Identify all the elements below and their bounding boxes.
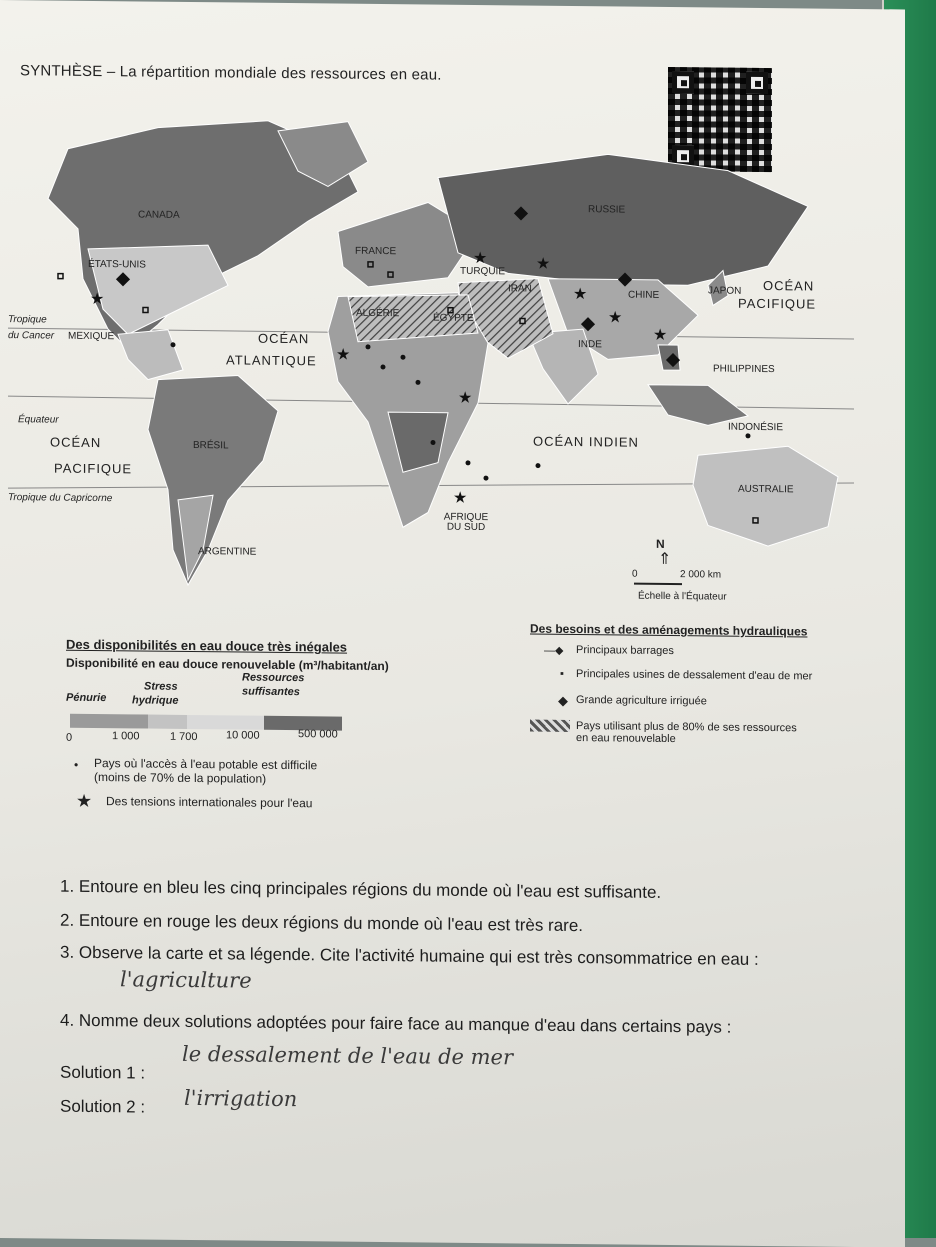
class-ressources-1: Ressources: [242, 671, 305, 685]
label-ocean-pacifique-w-1: OCÉAN: [50, 434, 102, 451]
label-ocean-atlantique-1: OCÉAN: [258, 330, 310, 347]
legend-star-row: [66, 790, 389, 811]
swatch-stress: [148, 715, 187, 729]
label-tropique-cancer-1: Tropique: [8, 314, 47, 326]
dot-label-1: Pays où l'accès à l'eau potable est difficile: [94, 755, 318, 773]
solution-2-label: Solution 2 :: [60, 1096, 146, 1117]
dot-label-2: (moins de 70% de la population): [94, 769, 267, 786]
label-russie: RUSSIE: [588, 204, 626, 216]
class-ressources-2: suffisantes: [242, 685, 300, 699]
label-mexique: MEXIQUE: [68, 330, 115, 343]
availability-scale: [66, 670, 356, 751]
dessalement-label: Principales usines de dessalement d'eau de mer: [576, 668, 813, 683]
svg-text:★: ★: [573, 286, 588, 304]
tick-10000: 10 000: [226, 729, 260, 742]
legend-right-heading: Des besoins et des aménagements hydrauliques: [530, 621, 808, 639]
tick-0: 0: [66, 731, 73, 744]
legend-right: [530, 622, 830, 747]
question-4: 4. Nomme deux solutions adoptées pour faire face au manque d'eau dans certains pays :: [60, 1010, 732, 1037]
solution-1-handwriting: le dessalement de l'eau de mer: [182, 1041, 513, 1070]
hatch-swatch: [530, 720, 570, 732]
scale-distance: 2 000 km: [680, 569, 722, 581]
svg-text:★: ★: [473, 249, 488, 268]
star-icon: ★: [76, 790, 93, 811]
label-iran: IRAN: [508, 283, 532, 295]
barrages-label: Principaux barrages: [576, 644, 674, 658]
legend-agriculture-row: [530, 694, 830, 709]
solution-2-handwriting: l'irrigation: [184, 1085, 298, 1112]
label-ocean-pacifique-w-2: PACIFIQUE: [54, 460, 133, 477]
scale-caption: Échelle à l'Équateur: [638, 590, 727, 603]
question-2: 2. Entoure en rouge les deux régions du monde où l'eau est très rare.: [60, 910, 584, 936]
legend-left-heading: Des disponibilités en eau douce très inégales: [66, 636, 348, 655]
label-afrique-du-sud: AFRIQUE DU SUD: [443, 511, 489, 534]
question-3: 3. Observe la carte et sa légende. Cite l'activité humaine qui est très consommatrice en eau :: [60, 942, 759, 969]
legend-barrages-row: [530, 644, 830, 659]
class-stress-1: Stress: [144, 680, 178, 693]
mexico: [118, 329, 183, 380]
label-turquie: TURQUIE: [460, 265, 505, 278]
svg-text:★: ★: [458, 389, 473, 407]
label-indonesie: INDONÉSIE: [728, 421, 784, 434]
legend-left: [66, 637, 389, 811]
svg-text:★: ★: [90, 290, 105, 309]
tick-500000: 500 000: [298, 728, 338, 741]
swatch-suffisant: [187, 715, 265, 730]
agriculture-label: Grande agriculture irriguée: [576, 694, 707, 708]
tick-1700: 1 700: [170, 730, 198, 744]
label-australie: AUSTRALIE: [738, 483, 794, 496]
north-label: N: [656, 536, 665, 551]
indonesia: [648, 385, 748, 426]
question-1: 1. Entoure en bleu les cinq principales régions du monde où l'eau est suffisante.: [60, 876, 662, 902]
world-map-svg: [8, 78, 854, 627]
label-ocean-pacifique-e-1: OCÉAN: [763, 277, 815, 294]
australia: [693, 445, 838, 547]
label-ocean-pacifique-e-2: PACIFIQUE: [738, 295, 817, 312]
swatch-penurie: [70, 714, 148, 729]
svg-text:★: ★: [608, 309, 623, 327]
label-egypte: ÉGYPTE: [433, 312, 474, 324]
desalination-icon: ▪: [560, 667, 564, 680]
label-equateur: Équateur: [18, 414, 59, 426]
legend-dessalement-row: [530, 668, 830, 683]
hatch-label-2: en eau renouvelable: [576, 732, 676, 746]
label-philippines: PHILIPPINES: [713, 363, 775, 376]
tick-1000: 1 000: [112, 730, 140, 743]
page-title: SYNTHÈSE – La répartition mondiale des ressources en eau.: [20, 62, 442, 84]
north-arrow-icon: ⇑: [658, 550, 672, 569]
label-canada: CANADA: [138, 209, 180, 221]
world-map: [8, 78, 854, 627]
scale-zero: 0: [632, 568, 638, 580]
label-etats-unis: ÉTATS-UNIS: [88, 258, 146, 271]
legend-hatch-row: [530, 720, 830, 747]
svg-text:★: ★: [336, 346, 351, 364]
class-stress-2: hydrique: [132, 694, 179, 707]
dot-icon: •: [74, 757, 79, 772]
irrigation-diamond-icon: ◆: [558, 692, 568, 708]
star-label: Des tensions internationales pour l'eau: [106, 794, 313, 811]
label-ocean-atlantique-2: ATLANTIQUE: [226, 352, 317, 369]
hatch-label-1: Pays utilisant plus de 80% de ses ressources: [576, 720, 797, 735]
solution-1-label: Solution 1 :: [60, 1062, 146, 1083]
label-algerie: ALGÉRIE: [356, 307, 400, 320]
label-ocean-indien: OCÉAN INDIEN: [533, 433, 639, 450]
legend-left-subheading: Disponibilité en eau douce renouvelable (m³/habitant/an): [66, 655, 389, 674]
svg-text:★: ★: [453, 489, 468, 507]
label-tropique-cancer-2: du Cancer: [8, 330, 55, 342]
dam-icon: —◆: [544, 644, 564, 657]
label-inde: INDE: [578, 339, 602, 351]
legend-dot-row: [66, 756, 389, 787]
label-japon: JAPON: [708, 285, 742, 297]
svg-text:★: ★: [536, 255, 551, 273]
label-argentine: ARGENTINE: [198, 546, 257, 558]
svg-text:★: ★: [653, 326, 668, 344]
class-penurie: Pénurie: [66, 691, 107, 705]
label-tropique-capricorne: Tropique du Capricorne: [8, 492, 113, 505]
label-france: FRANCE: [355, 245, 397, 258]
label-chine: CHINE: [628, 289, 660, 301]
answer-3-handwriting: l'agriculture: [120, 967, 252, 993]
label-bresil: BRÉSIL: [193, 440, 229, 452]
